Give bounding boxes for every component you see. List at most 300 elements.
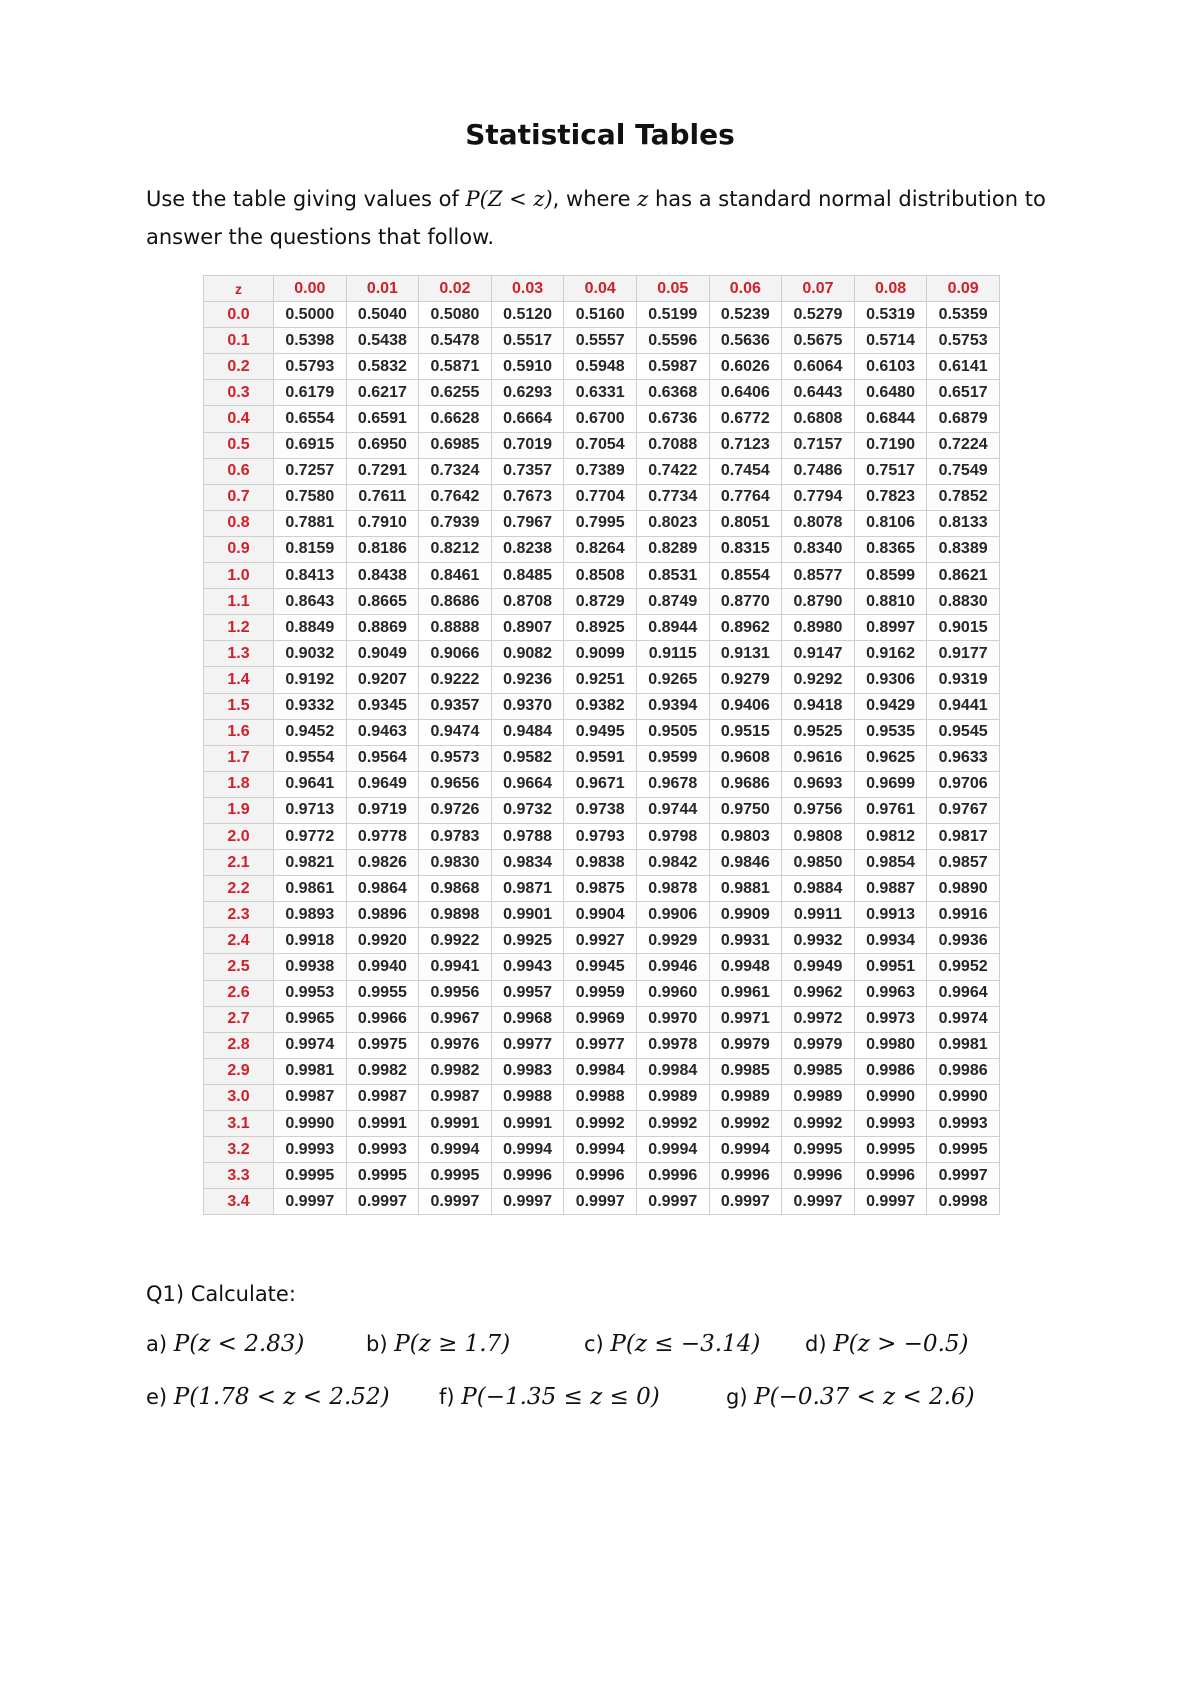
table-cell: 0.8643 bbox=[274, 589, 347, 615]
table-cell: 0.9997 bbox=[346, 1189, 419, 1215]
column-header: 0.06 bbox=[709, 276, 782, 302]
row-z-value: 2.7 bbox=[204, 1006, 274, 1032]
row-z-value: 3.0 bbox=[204, 1084, 274, 1110]
table-cell: 0.7389 bbox=[564, 458, 637, 484]
table-cell: 0.9719 bbox=[346, 797, 419, 823]
table-cell: 0.9948 bbox=[709, 954, 782, 980]
row-z-value: 0.8 bbox=[204, 510, 274, 536]
table-cell: 0.9207 bbox=[346, 667, 419, 693]
table-cell: 0.7852 bbox=[927, 484, 1000, 510]
table-cell: 0.9997 bbox=[491, 1189, 564, 1215]
table-cell: 0.6700 bbox=[564, 406, 637, 432]
table-cell: 0.6443 bbox=[782, 380, 855, 406]
table-cell: 0.9738 bbox=[564, 797, 637, 823]
table-cell: 0.8925 bbox=[564, 615, 637, 641]
table-cell: 0.5279 bbox=[782, 302, 855, 328]
table-row bbox=[204, 615, 1000, 641]
table-cell: 0.9990 bbox=[854, 1084, 927, 1110]
table-cell: 0.9981 bbox=[927, 1032, 1000, 1058]
table-cell: 0.9896 bbox=[346, 902, 419, 928]
table-cell: 0.9934 bbox=[854, 928, 927, 954]
table-cell: 0.7486 bbox=[782, 458, 855, 484]
table-cell: 0.9901 bbox=[491, 902, 564, 928]
table-cell: 0.5987 bbox=[636, 354, 709, 380]
table-cell: 0.9913 bbox=[854, 902, 927, 928]
table-cell: 0.8531 bbox=[636, 563, 709, 589]
table-cell: 0.8264 bbox=[564, 536, 637, 562]
table-cell: 0.9995 bbox=[274, 1163, 347, 1189]
table-cell: 0.7939 bbox=[419, 510, 492, 536]
table-cell: 0.9986 bbox=[927, 1058, 1000, 1084]
table-cell: 0.9957 bbox=[491, 980, 564, 1006]
table-cell: 0.8980 bbox=[782, 615, 855, 641]
table-cell: 0.6517 bbox=[927, 380, 1000, 406]
table-cell: 0.6879 bbox=[927, 406, 1000, 432]
table-cell: 0.5478 bbox=[419, 328, 492, 354]
table-cell: 0.9162 bbox=[854, 641, 927, 667]
table-cell: 0.7123 bbox=[709, 432, 782, 458]
table-cell: 0.9992 bbox=[782, 1111, 855, 1137]
table-cell: 0.9997 bbox=[274, 1189, 347, 1215]
table-row bbox=[204, 302, 1000, 328]
row-z-value: 0.2 bbox=[204, 354, 274, 380]
table-cell: 0.9761 bbox=[854, 797, 927, 823]
table-cell: 0.9951 bbox=[854, 954, 927, 980]
table-cell: 0.9994 bbox=[419, 1137, 492, 1163]
table-cell: 0.7881 bbox=[274, 510, 347, 536]
table-cell: 0.9616 bbox=[782, 745, 855, 771]
table-cell: 0.8238 bbox=[491, 536, 564, 562]
table-cell: 0.9649 bbox=[346, 771, 419, 797]
table-cell: 0.9115 bbox=[636, 641, 709, 667]
table-cell: 0.9898 bbox=[419, 902, 492, 928]
table-cell: 0.9345 bbox=[346, 693, 419, 719]
table-cell: 0.7734 bbox=[636, 484, 709, 510]
table-cell: 0.9830 bbox=[419, 850, 492, 876]
table-cell: 0.9983 bbox=[491, 1058, 564, 1084]
table-cell: 0.9591 bbox=[564, 745, 637, 771]
question-d bbox=[805, 1331, 969, 1357]
table-cell: 0.9982 bbox=[419, 1058, 492, 1084]
column-header: 0.03 bbox=[491, 276, 564, 302]
row-z-value: 2.1 bbox=[204, 850, 274, 876]
table-cell: 0.9846 bbox=[709, 850, 782, 876]
table-cell: 0.9989 bbox=[782, 1084, 855, 1110]
table-cell: 0.5636 bbox=[709, 328, 782, 354]
table-cell: 0.9382 bbox=[564, 693, 637, 719]
table-cell: 0.8599 bbox=[854, 563, 927, 589]
table-cell: 0.7517 bbox=[854, 458, 927, 484]
table-row bbox=[204, 745, 1000, 771]
table-cell: 0.8106 bbox=[854, 510, 927, 536]
table-cell: 0.7291 bbox=[346, 458, 419, 484]
table-cell: 0.5160 bbox=[564, 302, 637, 328]
table-row bbox=[204, 1032, 1000, 1058]
table-row bbox=[204, 484, 1000, 510]
table-cell: 0.9991 bbox=[346, 1111, 419, 1137]
table-cell: 0.6141 bbox=[927, 354, 1000, 380]
question-d-expression: P(z > −0.5) bbox=[833, 1331, 969, 1357]
table-cell: 0.9993 bbox=[346, 1137, 419, 1163]
table-cell: 0.9821 bbox=[274, 850, 347, 876]
table-cell: 0.9625 bbox=[854, 745, 927, 771]
table-cell: 0.5517 bbox=[491, 328, 564, 354]
table-row bbox=[204, 1137, 1000, 1163]
table-cell: 0.6664 bbox=[491, 406, 564, 432]
question-g-expression: P(−0.37 < z < 2.6) bbox=[754, 1384, 975, 1410]
table-cell: 0.9484 bbox=[491, 719, 564, 745]
table-cell: 0.8621 bbox=[927, 563, 1000, 589]
row-z-value: 1.2 bbox=[204, 615, 274, 641]
table-cell: 0.9554 bbox=[274, 745, 347, 771]
table-cell: 0.6103 bbox=[854, 354, 927, 380]
table-cell: 0.9922 bbox=[419, 928, 492, 954]
table-cell: 0.9984 bbox=[636, 1058, 709, 1084]
table-cell: 0.9803 bbox=[709, 823, 782, 849]
row-z-value: 0.1 bbox=[204, 328, 274, 354]
table-row bbox=[204, 823, 1000, 849]
table-row bbox=[204, 406, 1000, 432]
table-cell: 0.5910 bbox=[491, 354, 564, 380]
table-cell: 0.8554 bbox=[709, 563, 782, 589]
table-cell: 0.9996 bbox=[491, 1163, 564, 1189]
table-cell: 0.9599 bbox=[636, 745, 709, 771]
table-cell: 0.9984 bbox=[564, 1058, 637, 1084]
table-cell: 0.6772 bbox=[709, 406, 782, 432]
table-cell: 0.9495 bbox=[564, 719, 637, 745]
row-z-value: 1.8 bbox=[204, 771, 274, 797]
row-z-value: 0.6 bbox=[204, 458, 274, 484]
table-cell: 0.7190 bbox=[854, 432, 927, 458]
question-f-expression: P(−1.35 ≤ z ≤ 0) bbox=[461, 1384, 660, 1410]
table-cell: 0.9474 bbox=[419, 719, 492, 745]
table-cell: 0.5557 bbox=[564, 328, 637, 354]
question-f-label: f) bbox=[439, 1385, 462, 1409]
table-cell: 0.9979 bbox=[782, 1032, 855, 1058]
table-cell: 0.9441 bbox=[927, 693, 1000, 719]
table-cell: 0.9985 bbox=[782, 1058, 855, 1084]
table-cell: 0.9981 bbox=[274, 1058, 347, 1084]
table-cell: 0.9996 bbox=[636, 1163, 709, 1189]
table-cell: 0.9251 bbox=[564, 667, 637, 693]
question-f bbox=[439, 1384, 660, 1410]
table-cell: 0.9608 bbox=[709, 745, 782, 771]
table-cell: 0.9826 bbox=[346, 850, 419, 876]
table-row bbox=[204, 510, 1000, 536]
table-cell: 0.9975 bbox=[346, 1032, 419, 1058]
table-cell: 0.9875 bbox=[564, 876, 637, 902]
table-cell: 0.7794 bbox=[782, 484, 855, 510]
row-z-value: 3.3 bbox=[204, 1163, 274, 1189]
table-cell: 0.5199 bbox=[636, 302, 709, 328]
table-cell: 0.9940 bbox=[346, 954, 419, 980]
table-cell: 0.9463 bbox=[346, 719, 419, 745]
table-cell: 0.9699 bbox=[854, 771, 927, 797]
column-header: 0.01 bbox=[346, 276, 419, 302]
table-cell: 0.9406 bbox=[709, 693, 782, 719]
table-cell: 0.5438 bbox=[346, 328, 419, 354]
table-cell: 0.9292 bbox=[782, 667, 855, 693]
table-cell: 0.6591 bbox=[346, 406, 419, 432]
table-cell: 0.8461 bbox=[419, 563, 492, 589]
table-row bbox=[204, 1006, 1000, 1032]
table-cell: 0.9279 bbox=[709, 667, 782, 693]
question-row-1 bbox=[146, 1331, 1066, 1365]
column-header: 0.07 bbox=[782, 276, 855, 302]
table-cell: 0.8315 bbox=[709, 536, 782, 562]
table-cell: 0.8665 bbox=[346, 589, 419, 615]
table-cell: 0.5675 bbox=[782, 328, 855, 354]
table-cell: 0.9997 bbox=[854, 1189, 927, 1215]
table-cell: 0.8869 bbox=[346, 615, 419, 641]
table-cell: 0.9965 bbox=[274, 1006, 347, 1032]
table-cell: 0.7224 bbox=[927, 432, 1000, 458]
table-cell: 0.8078 bbox=[782, 510, 855, 536]
table-cell: 0.9964 bbox=[927, 980, 1000, 1006]
table-cell: 0.9993 bbox=[854, 1111, 927, 1137]
table-cell: 0.9996 bbox=[854, 1163, 927, 1189]
table-cell: 0.7157 bbox=[782, 432, 855, 458]
table-cell: 0.9236 bbox=[491, 667, 564, 693]
table-row bbox=[204, 902, 1000, 928]
question-row-2 bbox=[146, 1384, 1066, 1418]
table-cell: 0.9989 bbox=[636, 1084, 709, 1110]
table-cell: 0.6985 bbox=[419, 432, 492, 458]
table-cell: 0.9941 bbox=[419, 954, 492, 980]
table-cell: 0.9966 bbox=[346, 1006, 419, 1032]
question-c-label: c) bbox=[584, 1332, 611, 1356]
question-e bbox=[146, 1384, 390, 1410]
table-row bbox=[204, 693, 1000, 719]
table-cell: 0.9987 bbox=[346, 1084, 419, 1110]
table-cell: 0.8749 bbox=[636, 589, 709, 615]
table-cell: 0.9996 bbox=[564, 1163, 637, 1189]
table-cell: 0.9974 bbox=[274, 1032, 347, 1058]
table-cell: 0.7257 bbox=[274, 458, 347, 484]
row-z-value: 2.0 bbox=[204, 823, 274, 849]
row-z-value: 0.4 bbox=[204, 406, 274, 432]
question-a bbox=[146, 1331, 304, 1357]
table-cell: 0.9959 bbox=[564, 980, 637, 1006]
table-cell: 0.6628 bbox=[419, 406, 492, 432]
table-cell: 0.7088 bbox=[636, 432, 709, 458]
table-cell: 0.9656 bbox=[419, 771, 492, 797]
table-cell: 0.5714 bbox=[854, 328, 927, 354]
table-cell: 0.9986 bbox=[854, 1058, 927, 1084]
question-a-expression: P(z < 2.83) bbox=[173, 1331, 305, 1357]
table-cell: 0.7764 bbox=[709, 484, 782, 510]
table-cell: 0.9893 bbox=[274, 902, 347, 928]
table-row bbox=[204, 1111, 1000, 1137]
table-cell: 0.9515 bbox=[709, 719, 782, 745]
table-cell: 0.6293 bbox=[491, 380, 564, 406]
z-column-header: z bbox=[204, 276, 274, 302]
table-cell: 0.9993 bbox=[274, 1137, 347, 1163]
table-cell: 0.6915 bbox=[274, 432, 347, 458]
table-cell: 0.9066 bbox=[419, 641, 492, 667]
table-cell: 0.9985 bbox=[709, 1058, 782, 1084]
table-cell: 0.8944 bbox=[636, 615, 709, 641]
row-z-value: 1.6 bbox=[204, 719, 274, 745]
table-cell: 0.9904 bbox=[564, 902, 637, 928]
table-cell: 0.7019 bbox=[491, 432, 564, 458]
question-b-expression: P(z ≥ 1.7) bbox=[394, 1331, 511, 1357]
table-cell: 0.6554 bbox=[274, 406, 347, 432]
table-cell: 0.9788 bbox=[491, 823, 564, 849]
table-cell: 0.5948 bbox=[564, 354, 637, 380]
table-cell: 0.9977 bbox=[564, 1032, 637, 1058]
table-cell: 0.9871 bbox=[491, 876, 564, 902]
table-cell: 0.9525 bbox=[782, 719, 855, 745]
table-cell: 0.9573 bbox=[419, 745, 492, 771]
row-z-value: 3.2 bbox=[204, 1137, 274, 1163]
table-cell: 0.8023 bbox=[636, 510, 709, 536]
table-cell: 0.9545 bbox=[927, 719, 1000, 745]
table-cell: 0.9994 bbox=[636, 1137, 709, 1163]
table-cell: 0.9265 bbox=[636, 667, 709, 693]
row-z-value: 2.6 bbox=[204, 980, 274, 1006]
table-cell: 0.9857 bbox=[927, 850, 1000, 876]
table-row bbox=[204, 928, 1000, 954]
table-cell: 0.9931 bbox=[709, 928, 782, 954]
table-cell: 0.9962 bbox=[782, 980, 855, 1006]
column-header: 0.04 bbox=[564, 276, 637, 302]
table-cell: 0.9032 bbox=[274, 641, 347, 667]
table-cell: 0.9192 bbox=[274, 667, 347, 693]
table-cell: 0.9992 bbox=[709, 1111, 782, 1137]
table-cell: 0.9960 bbox=[636, 980, 709, 1006]
table-cell: 0.5832 bbox=[346, 354, 419, 380]
table-cell: 0.7910 bbox=[346, 510, 419, 536]
row-z-value: 1.9 bbox=[204, 797, 274, 823]
table-cell: 0.9726 bbox=[419, 797, 492, 823]
table-cell: 0.9633 bbox=[927, 745, 1000, 771]
table-cell: 0.9015 bbox=[927, 615, 1000, 641]
table-cell: 0.6368 bbox=[636, 380, 709, 406]
table-cell: 0.9996 bbox=[709, 1163, 782, 1189]
table-cell: 0.9997 bbox=[419, 1189, 492, 1215]
table-cell: 0.8413 bbox=[274, 563, 347, 589]
table-cell: 0.9998 bbox=[927, 1189, 1000, 1215]
table-cell: 0.9990 bbox=[274, 1111, 347, 1137]
row-z-value: 2.5 bbox=[204, 954, 274, 980]
table-cell: 0.8686 bbox=[419, 589, 492, 615]
table-cell: 0.9961 bbox=[709, 980, 782, 1006]
table-cell: 0.9817 bbox=[927, 823, 1000, 849]
table-cell: 0.8888 bbox=[419, 615, 492, 641]
table-cell: 0.6064 bbox=[782, 354, 855, 380]
table-cell: 0.8508 bbox=[564, 563, 637, 589]
table-cell: 0.5080 bbox=[419, 302, 492, 328]
table-cell: 0.6217 bbox=[346, 380, 419, 406]
question-c-expression: P(z ≤ −3.14) bbox=[610, 1331, 761, 1357]
question-d-label: d) bbox=[805, 1332, 834, 1356]
row-z-value: 1.0 bbox=[204, 563, 274, 589]
table-cell: 0.9995 bbox=[419, 1163, 492, 1189]
table-row bbox=[204, 1058, 1000, 1084]
table-row bbox=[204, 850, 1000, 876]
row-z-value: 3.1 bbox=[204, 1111, 274, 1137]
table-cell: 0.5120 bbox=[491, 302, 564, 328]
table-cell: 0.9987 bbox=[274, 1084, 347, 1110]
table-cell: 0.9082 bbox=[491, 641, 564, 667]
table-cell: 0.9798 bbox=[636, 823, 709, 849]
table-row bbox=[204, 667, 1000, 693]
row-z-value: 1.1 bbox=[204, 589, 274, 615]
table-cell: 0.9778 bbox=[346, 823, 419, 849]
table-cell: 0.9693 bbox=[782, 771, 855, 797]
table-cell: 0.9418 bbox=[782, 693, 855, 719]
table-row bbox=[204, 563, 1000, 589]
table-cell: 0.7823 bbox=[854, 484, 927, 510]
table-cell: 0.9988 bbox=[491, 1084, 564, 1110]
table-cell: 0.9850 bbox=[782, 850, 855, 876]
table-cell: 0.8810 bbox=[854, 589, 927, 615]
table-cell: 0.9920 bbox=[346, 928, 419, 954]
table-cell: 0.9713 bbox=[274, 797, 347, 823]
question-e-label: e) bbox=[146, 1385, 174, 1409]
intro-text-2: , where bbox=[552, 187, 638, 211]
table-row bbox=[204, 980, 1000, 1006]
table-cell: 0.9971 bbox=[709, 1006, 782, 1032]
row-z-value: 3.4 bbox=[204, 1189, 274, 1215]
table-cell: 0.8729 bbox=[564, 589, 637, 615]
table-cell: 0.8212 bbox=[419, 536, 492, 562]
table-cell: 0.5596 bbox=[636, 328, 709, 354]
row-z-value: 1.3 bbox=[204, 641, 274, 667]
table-row bbox=[204, 432, 1000, 458]
table-cell: 0.8133 bbox=[927, 510, 1000, 536]
table-row bbox=[204, 380, 1000, 406]
table-cell: 0.9838 bbox=[564, 850, 637, 876]
table-cell: 0.8159 bbox=[274, 536, 347, 562]
table-cell: 0.9967 bbox=[419, 1006, 492, 1032]
table-cell: 0.9564 bbox=[346, 745, 419, 771]
table-cell: 0.9956 bbox=[419, 980, 492, 1006]
column-header: 0.00 bbox=[274, 276, 347, 302]
table-cell: 0.9767 bbox=[927, 797, 1000, 823]
table-cell: 0.6406 bbox=[709, 380, 782, 406]
table-cell: 0.7454 bbox=[709, 458, 782, 484]
table-cell: 0.7611 bbox=[346, 484, 419, 510]
table-row bbox=[204, 1163, 1000, 1189]
table-cell: 0.9772 bbox=[274, 823, 347, 849]
table-cell: 0.9938 bbox=[274, 954, 347, 980]
table-cell: 0.9783 bbox=[419, 823, 492, 849]
question-c bbox=[584, 1331, 760, 1357]
table-cell: 0.9974 bbox=[927, 1006, 1000, 1032]
table-cell: 0.9916 bbox=[927, 902, 1000, 928]
table-cell: 0.9943 bbox=[491, 954, 564, 980]
table-cell: 0.8438 bbox=[346, 563, 419, 589]
table-cell: 0.9995 bbox=[782, 1137, 855, 1163]
table-cell: 0.7673 bbox=[491, 484, 564, 510]
table-cell: 0.6026 bbox=[709, 354, 782, 380]
row-z-value: 0.9 bbox=[204, 536, 274, 562]
table-cell: 0.9969 bbox=[564, 1006, 637, 1032]
table-row bbox=[204, 876, 1000, 902]
table-cell: 0.5319 bbox=[854, 302, 927, 328]
row-z-value: 0.0 bbox=[204, 302, 274, 328]
table-cell: 0.9890 bbox=[927, 876, 1000, 902]
table-row bbox=[204, 1189, 1000, 1215]
table-cell: 0.9357 bbox=[419, 693, 492, 719]
table-cell: 0.5040 bbox=[346, 302, 419, 328]
table-cell: 0.9996 bbox=[782, 1163, 855, 1189]
table-cell: 0.9995 bbox=[927, 1137, 1000, 1163]
table-cell: 0.9664 bbox=[491, 771, 564, 797]
table-cell: 0.8365 bbox=[854, 536, 927, 562]
